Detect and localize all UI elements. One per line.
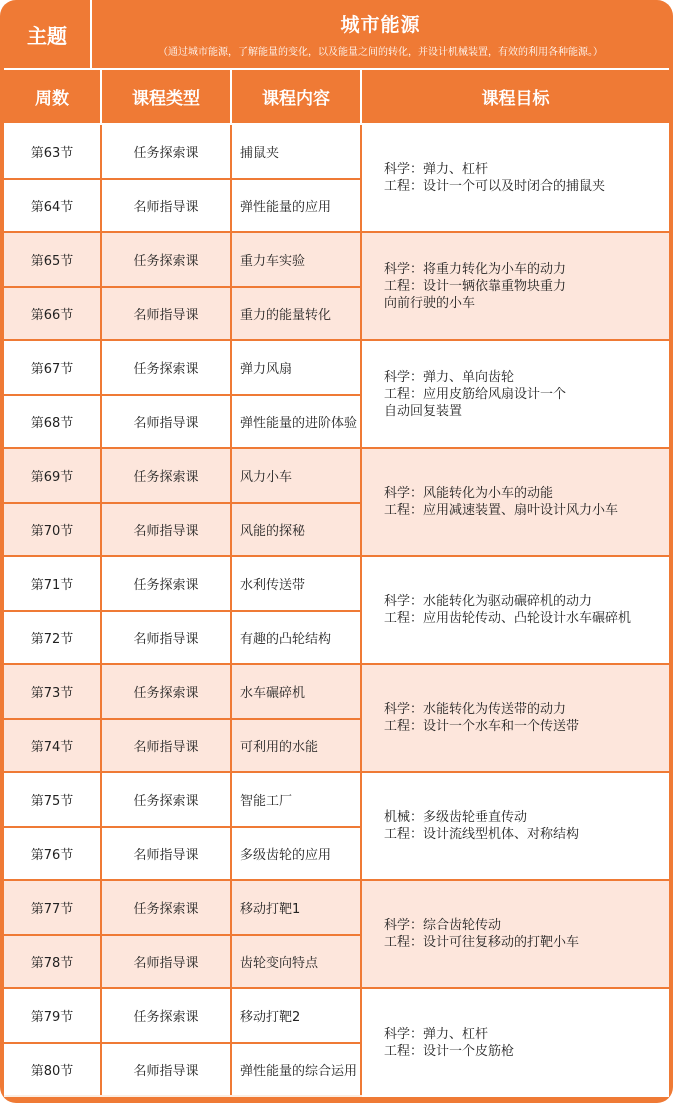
lesson-group xyxy=(4,233,669,341)
topic-body xyxy=(92,0,669,68)
lesson-group xyxy=(4,881,669,989)
table-row xyxy=(4,1042,362,1095)
lesson-group xyxy=(4,557,669,665)
table-body xyxy=(4,125,669,1097)
course-type-cell: 任务探索课 xyxy=(102,125,232,178)
course-content-cell: 弹性能量的综合运用 xyxy=(232,1044,362,1095)
week-cell: 第79节 xyxy=(4,989,102,1042)
table-row xyxy=(4,502,362,555)
lesson-group xyxy=(4,665,669,773)
table-row xyxy=(4,934,362,987)
week-cell: 第75节 xyxy=(4,773,102,826)
course-goal-cell xyxy=(362,881,669,987)
week-cell: 第69节 xyxy=(4,449,102,502)
goal-line: 工程：应用齿轮传动、凸轮设计水车碾碎机 xyxy=(384,611,632,626)
course-goal-cell xyxy=(362,449,669,555)
topic-title: 城市能源 xyxy=(340,14,421,36)
course-content-cell: 智能工厂 xyxy=(232,773,362,826)
goal-line: 科学：风能转化为小车的动能 xyxy=(384,486,554,501)
course-content-cell: 风能的探秘 xyxy=(232,504,362,555)
course-type-cell: 任务探索课 xyxy=(102,341,232,394)
course-type-cell: 名师指导课 xyxy=(102,828,232,879)
course-goal-cell xyxy=(362,665,669,771)
course-type-cell: 任务探索课 xyxy=(102,881,232,934)
course-type-cell: 任务探索课 xyxy=(102,989,232,1042)
course-goal-cell xyxy=(362,989,669,1097)
lesson-group xyxy=(4,773,669,881)
course-type-cell: 任务探索课 xyxy=(102,773,232,826)
lesson-group xyxy=(4,449,669,557)
course-content-cell: 风力小车 xyxy=(232,449,362,502)
table-row xyxy=(4,773,362,826)
course-content-cell: 移动打靶2 xyxy=(232,989,362,1042)
course-type-cell: 名师指导课 xyxy=(102,612,232,663)
course-type-cell: 名师指导课 xyxy=(102,1044,232,1095)
course-type-cell: 名师指导课 xyxy=(102,504,232,555)
week-cell: 第63节 xyxy=(4,125,102,178)
header-course-content: 课程内容 xyxy=(232,70,362,123)
header-course-goal: 课程目标 xyxy=(481,89,550,109)
week-cell: 第65节 xyxy=(4,233,102,286)
lesson-group xyxy=(4,989,669,1097)
table-row xyxy=(4,826,362,879)
lesson-rows xyxy=(4,665,362,771)
goal-line: 自动回复装置 xyxy=(384,403,463,419)
goal-line: 工程：设计一个水车和一个传送带 xyxy=(384,719,580,734)
course-goal-cell xyxy=(362,125,669,231)
week-cell: 第68节 xyxy=(4,396,102,447)
week-cell: 第76节 xyxy=(4,828,102,879)
lesson-rows xyxy=(4,449,362,555)
lesson-rows xyxy=(4,773,362,879)
topic-label: 主题 xyxy=(4,0,92,68)
course-content-cell: 重力的能量转化 xyxy=(232,288,362,339)
table-header xyxy=(4,70,669,125)
week-cell: 第66节 xyxy=(4,288,102,339)
goal-line: 工程：设计一个可以及时闭合的捕鼠夹 xyxy=(384,179,606,194)
table-row xyxy=(4,394,362,447)
lesson-rows xyxy=(4,989,362,1097)
table-row xyxy=(4,341,362,394)
week-cell: 第67节 xyxy=(4,341,102,394)
lesson-rows xyxy=(4,341,362,447)
topic-description: （通过城市能源，了解能量的变化，以及能量之间的转化，并设计机械装置，有效的利用各种能源。） xyxy=(158,47,603,58)
goal-line: 科学：弹力、单向齿轮 xyxy=(384,369,515,385)
table-row xyxy=(4,178,362,231)
goal-line: 科学：综合齿轮传动 xyxy=(384,918,502,933)
goal-line: 工程：设计一个皮筋枪 xyxy=(384,1044,515,1059)
header-course-type: 课程类型 xyxy=(102,70,232,123)
table-row xyxy=(4,718,362,771)
course-content-cell: 水车碾碎机 xyxy=(232,665,362,718)
goal-line: 科学：将重力转化为小车的动力 xyxy=(384,261,567,277)
week-cell: 第73节 xyxy=(4,665,102,718)
course-content-cell: 齿轮变向特点 xyxy=(232,936,362,987)
week-cell: 第64节 xyxy=(4,180,102,231)
course-content-cell: 移动打靶1 xyxy=(232,881,362,934)
lesson-rows xyxy=(4,557,362,663)
goal-line: 工程：应用减速装置、扇叶设计风力小车 xyxy=(384,503,619,518)
topic-row xyxy=(4,0,669,70)
goal-line: 科学：弹力、杠杆 xyxy=(384,1027,489,1042)
table-row xyxy=(4,286,362,339)
goal-line: 工程：设计一辆依靠重物块重力 xyxy=(384,278,567,294)
lesson-group xyxy=(4,341,669,449)
course-goal-cell xyxy=(362,341,669,447)
course-content-cell: 弹性能量的进阶体验 xyxy=(232,396,362,447)
course-type-cell: 名师指导课 xyxy=(102,180,232,231)
goal-line: 机械：多级齿轮垂直传动 xyxy=(384,810,528,825)
goal-line: 科学：水能转化为驱动碾碎机的动力 xyxy=(384,594,593,609)
course-content-cell: 多级齿轮的应用 xyxy=(232,828,362,879)
course-goal-cell xyxy=(362,233,669,339)
table-row xyxy=(4,449,362,502)
lesson-rows xyxy=(4,881,362,987)
week-cell: 第78节 xyxy=(4,936,102,987)
goal-line: 科学：水能转化为传送带的动力 xyxy=(384,702,567,717)
goal-line: 工程：应用皮筋给风扇设计一个 xyxy=(384,386,567,402)
lesson-group xyxy=(4,125,669,233)
week-cell: 第80节 xyxy=(4,1044,102,1095)
week-cell: 第77节 xyxy=(4,881,102,934)
week-cell: 第74节 xyxy=(4,720,102,771)
week-cell: 第71节 xyxy=(4,557,102,610)
course-content-cell: 弹力风扇 xyxy=(232,341,362,394)
week-cell: 第72节 xyxy=(4,612,102,663)
course-goal-cell xyxy=(362,557,669,663)
course-type-cell: 名师指导课 xyxy=(102,936,232,987)
table-row xyxy=(4,557,362,610)
course-content-cell: 弹性能量的应用 xyxy=(232,180,362,231)
table-row xyxy=(4,665,362,718)
course-content-cell: 捕鼠夹 xyxy=(232,125,362,178)
course-type-cell: 名师指导课 xyxy=(102,720,232,771)
table-row xyxy=(4,989,362,1042)
course-type-cell: 名师指导课 xyxy=(102,288,232,339)
lesson-rows xyxy=(4,125,362,231)
course-type-cell: 任务探索课 xyxy=(102,233,232,286)
course-type-cell: 任务探索课 xyxy=(102,449,232,502)
goal-line: 工程：设计可往复移动的打靶小车 xyxy=(384,935,580,950)
lesson-rows xyxy=(4,233,362,339)
goal-line: 向前行驶的小车 xyxy=(384,295,476,311)
table-row xyxy=(4,125,362,178)
header-week: 周数 xyxy=(4,70,102,123)
week-cell: 第70节 xyxy=(4,504,102,555)
course-content-cell: 重力车实验 xyxy=(232,233,362,286)
course-content-cell: 水利传送带 xyxy=(232,557,362,610)
course-goal-cell xyxy=(362,773,669,879)
table-row xyxy=(4,610,362,663)
table-row xyxy=(4,233,362,286)
goal-line: 工程：设计流线型机体、对称结构 xyxy=(384,827,580,842)
course-type-cell: 任务探索课 xyxy=(102,665,232,718)
table-row xyxy=(4,881,362,934)
course-content-cell: 有趣的凸轮结构 xyxy=(232,612,362,663)
course-type-cell: 名师指导课 xyxy=(102,396,232,447)
goal-line: 科学：弹力、杠杆 xyxy=(384,162,489,177)
course-type-cell: 任务探索课 xyxy=(102,557,232,610)
course-content-cell: 可利用的水能 xyxy=(232,720,362,771)
